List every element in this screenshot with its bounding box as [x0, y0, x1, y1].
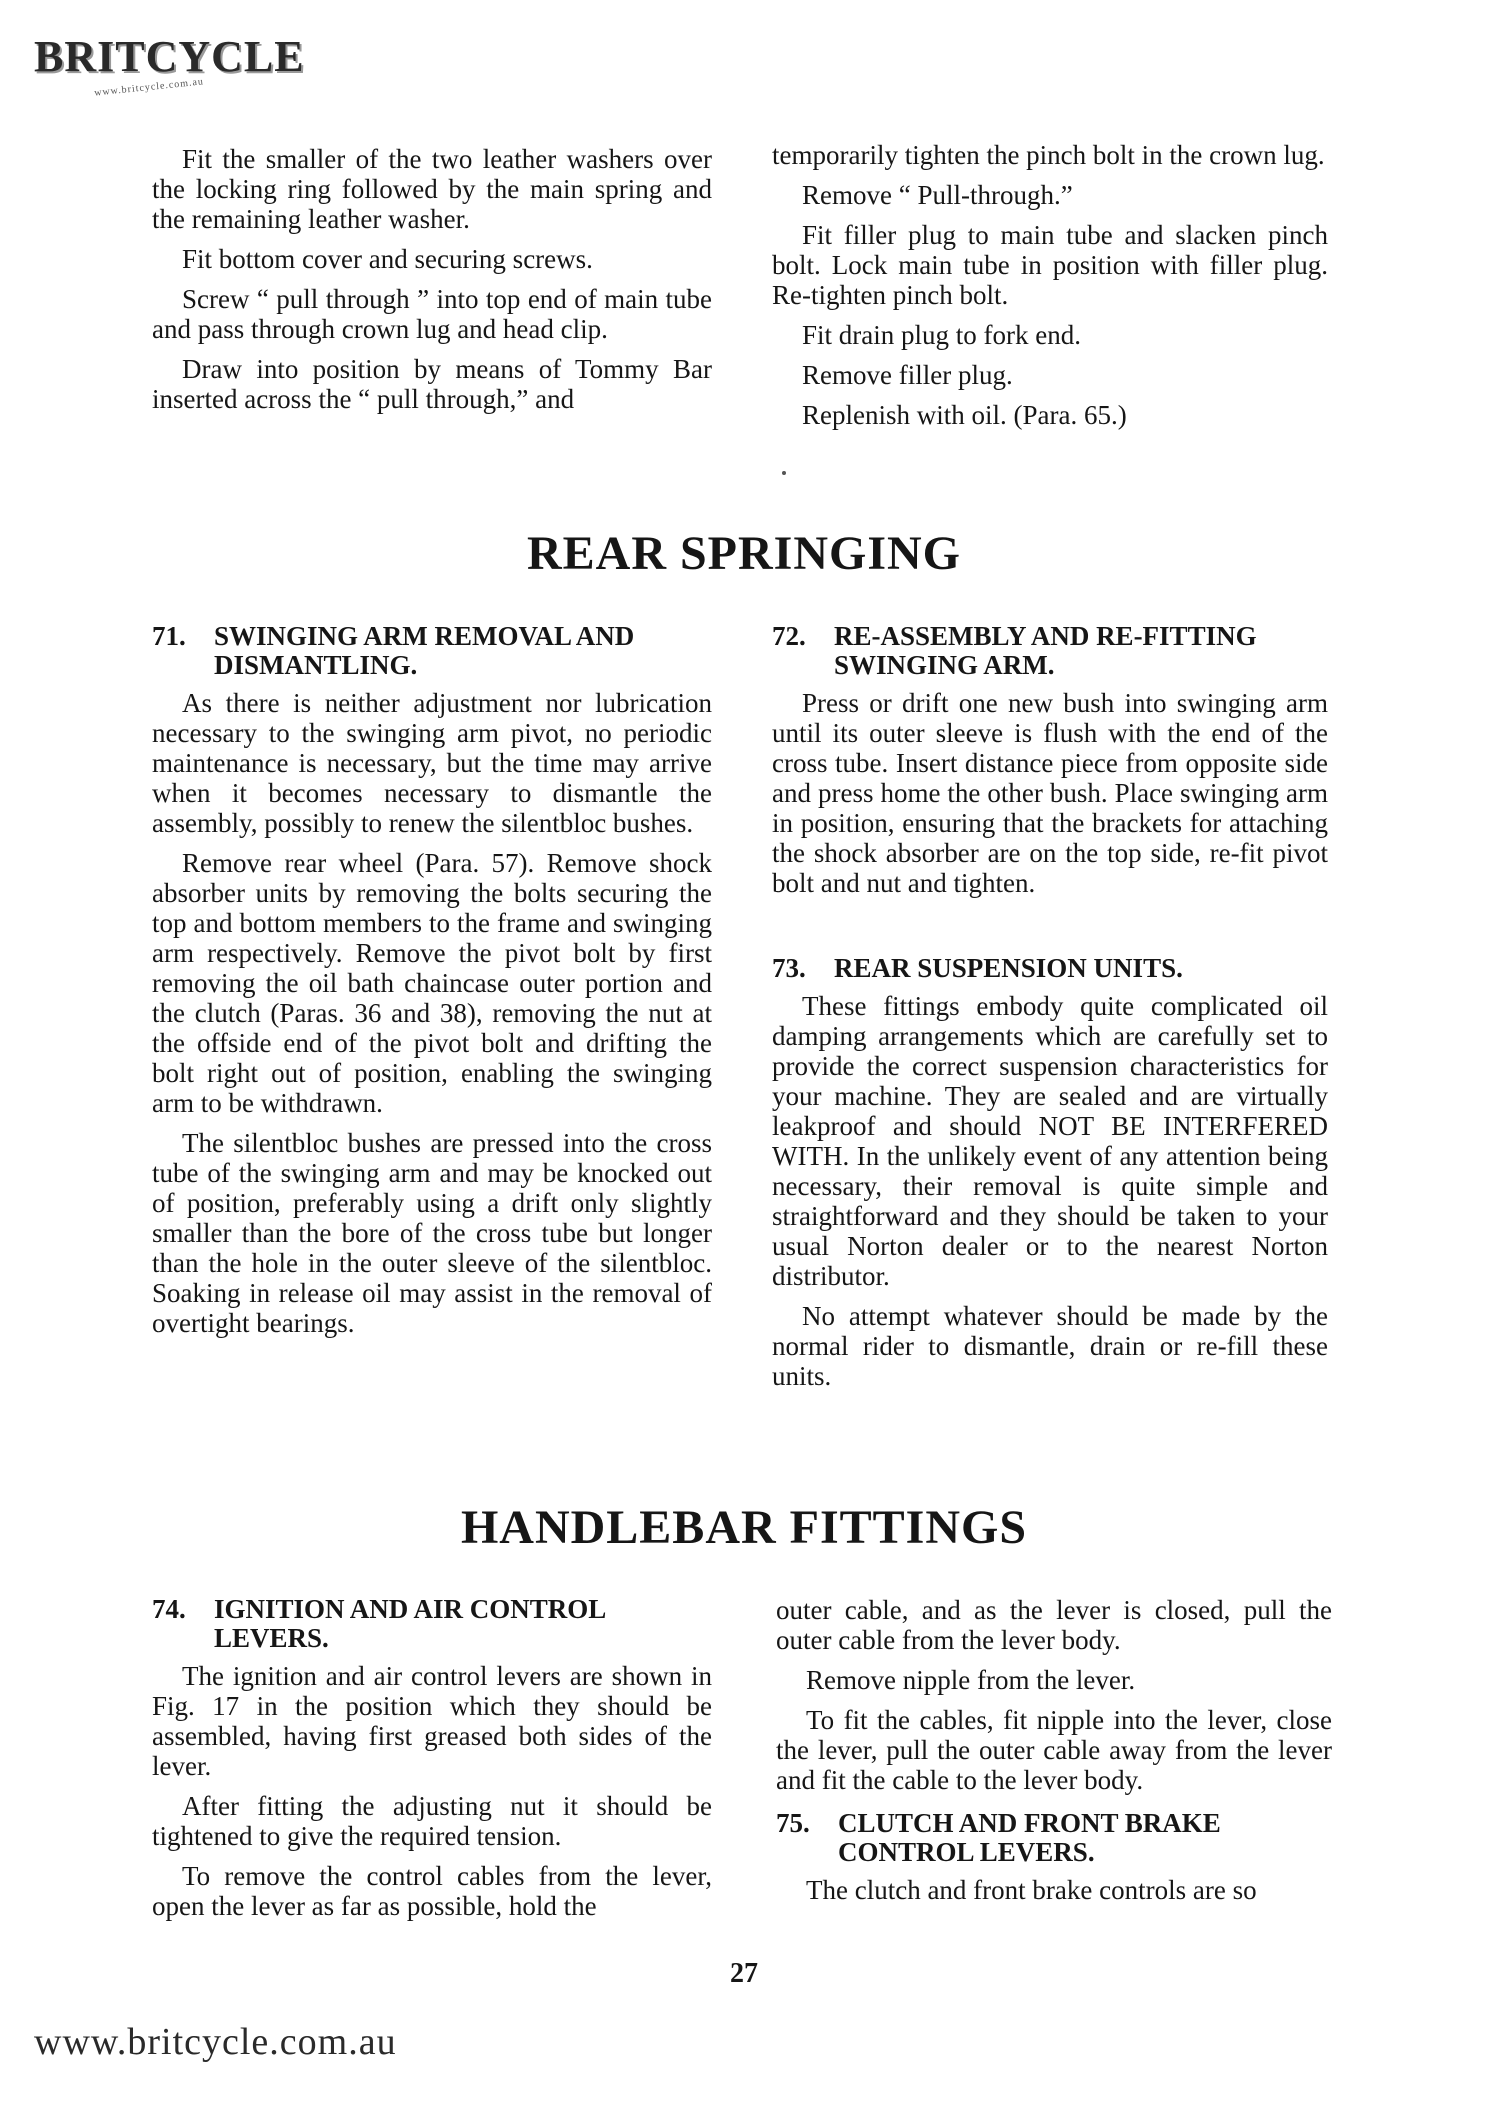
body-paragraph: Remove rear wheel (Para. 57). Remove shock absorber units by removing the bolts securing the top and bottom members to the frame and swinging arm respectively. Remove the pivot bolt by first removing the oil bath chaincase outer portion and the clutch (Paras. 36 and 38), removing the nut at the offside end of the pivot bolt and drifting the bolt right out of position, enabling the swinging arm to be withdrawn.: [152, 848, 712, 1118]
paragraph-number: 73.: [772, 953, 806, 983]
body-paragraph: Replenish with oil. (Para. 65.): [802, 400, 1127, 430]
logo-tagline: www.britcycle.com.au: [93, 76, 205, 99]
paragraph-title: CLUTCH AND FRONT BRAKE CONTROL LEVERS.: [838, 1808, 1221, 1867]
body-paragraph: After fitting the adjusting nut it should be tightened to give the required tension.: [152, 1791, 712, 1851]
paragraph-number: 74.: [152, 1594, 186, 1624]
paragraph-title: REAR SUSPENSION UNITS.: [834, 953, 1183, 983]
section-title-handlebar-fittings: HANDLEBAR FITTINGS: [460, 1501, 1028, 1554]
body-paragraph: Press or drift one new bush into swinging arm until its outer sleeve is flush with the end of the cross tube. Insert distance piece from opposite side and press home the other bush. Place swinging arm in position, ensuring that the brackets for attaching the shock absorber are on the top side, re-fit pivot bolt and nut and tighten.: [772, 688, 1328, 898]
paragraph-title: RE-ASSEMBLY AND RE-FITTING SWINGING ARM.: [834, 621, 1257, 680]
body-paragraph: Remove nipple from the lever.: [806, 1665, 1136, 1695]
top-right-column: [772, 140, 1328, 440]
body-paragraph: Fit the smaller of the two leather washers over the locking ring followed by the main spring and the remaining leather washer.: [152, 144, 712, 234]
paragraph-heading-73: [772, 954, 1328, 983]
rear-left-column: [152, 622, 712, 1348]
body-paragraph: Draw into position by means of Tommy Bar inserted across the “ pull through,” and: [152, 354, 712, 414]
body-paragraph: outer cable, and as the lever is closed, pull the outer cable from the lever body.: [776, 1595, 1332, 1655]
body-paragraph: The silentbloc bushes are pressed into the cross tube of the swinging arm and may be knocked out of position, preferably using a drift only slightly smaller than the bore of the cross tube but longer than the hole in the outer sleeve of the silentbloc. Soaking in release oil may assist in the removal of overtight bearings.: [152, 1128, 712, 1338]
body-paragraph: To remove the control cables from the lever, open the lever as far as possible, hold the: [152, 1861, 712, 1921]
body-paragraph: Fit drain plug to fork end.: [802, 320, 1081, 350]
body-paragraph: To fit the cables, fit nipple into the lever, close the lever, pull the outer cable away from the lever and fit the cable to the lever body.: [776, 1705, 1332, 1795]
rear-right-column: [772, 622, 1328, 1401]
body-paragraph: Remove filler plug.: [802, 360, 1013, 390]
paragraph-title: IGNITION AND AIR CONTROL LEVERS.: [214, 1594, 605, 1653]
body-paragraph: Fit filler plug to main tube and slacken pinch bolt. Lock main tube in position with filler plug. Re-tighten pinch bolt.: [772, 220, 1328, 310]
paragraph-number: 72.: [772, 621, 806, 651]
handlebar-right-column: [776, 1595, 1332, 1915]
body-paragraph: As there is neither adjustment nor lubrication necessary to the swinging arm pivot, no periodic maintenance is necessary, but the time may arrive when it becomes necessary to dismantle the assembly, possibly to renew the silentbloc bushes.: [152, 688, 712, 838]
footer-url: www.britcycle.com.au: [34, 2021, 397, 2063]
paragraph-heading-72: [772, 622, 1328, 680]
logo-wordmark: BRITCYCLE: [34, 32, 305, 81]
britcycle-logo: [34, 34, 304, 114]
body-paragraph: temporarily tighten the pinch bolt in the crown lug.: [772, 140, 1325, 170]
body-paragraph: The ignition and air control levers are shown in Fig. 17 in the position which they should be assembled, having first greased both sides of the lever.: [152, 1661, 712, 1781]
page-number: 27: [730, 1958, 758, 1989]
body-paragraph: These fittings embody quite complicated oil damping arrangements which are carefully set to provide the correct suspension characteristics for your machine. They are sealed and are virtually leakproof and should NOT BE INTERFERED WITH. In the unlikely event of any attention being necessary, their removal is quite simple and straightforward and they should be taken to your usual Norton dealer or to the nearest Norton distributor.: [772, 991, 1328, 1291]
body-paragraph: Remove “ Pull-through.”: [802, 180, 1073, 210]
paragraph-number: 75.: [776, 1808, 810, 1838]
stray-mark: [782, 471, 786, 475]
paragraph-heading-75: [776, 1809, 1332, 1867]
paragraph-heading-71: [152, 622, 712, 680]
paragraph-title: SWINGING ARM REMOVAL AND DISMANTLING.: [214, 621, 635, 680]
paragraph-heading-74: [152, 1595, 712, 1653]
body-paragraph: No attempt whatever should be made by the normal rider to dismantle, drain or re-fill these units.: [772, 1301, 1328, 1391]
body-paragraph: Screw “ pull through ” into top end of main tube and pass through crown lug and head clip.: [152, 284, 712, 344]
handlebar-left-column: [152, 1595, 712, 1931]
top-left-column: [152, 144, 712, 424]
body-paragraph: The clutch and front brake controls are so: [806, 1875, 1257, 1905]
section-title-rear-springing: REAR SPRINGING: [526, 527, 962, 580]
paragraph-number: 71.: [152, 621, 186, 651]
body-paragraph: Fit bottom cover and securing screws.: [182, 244, 593, 274]
